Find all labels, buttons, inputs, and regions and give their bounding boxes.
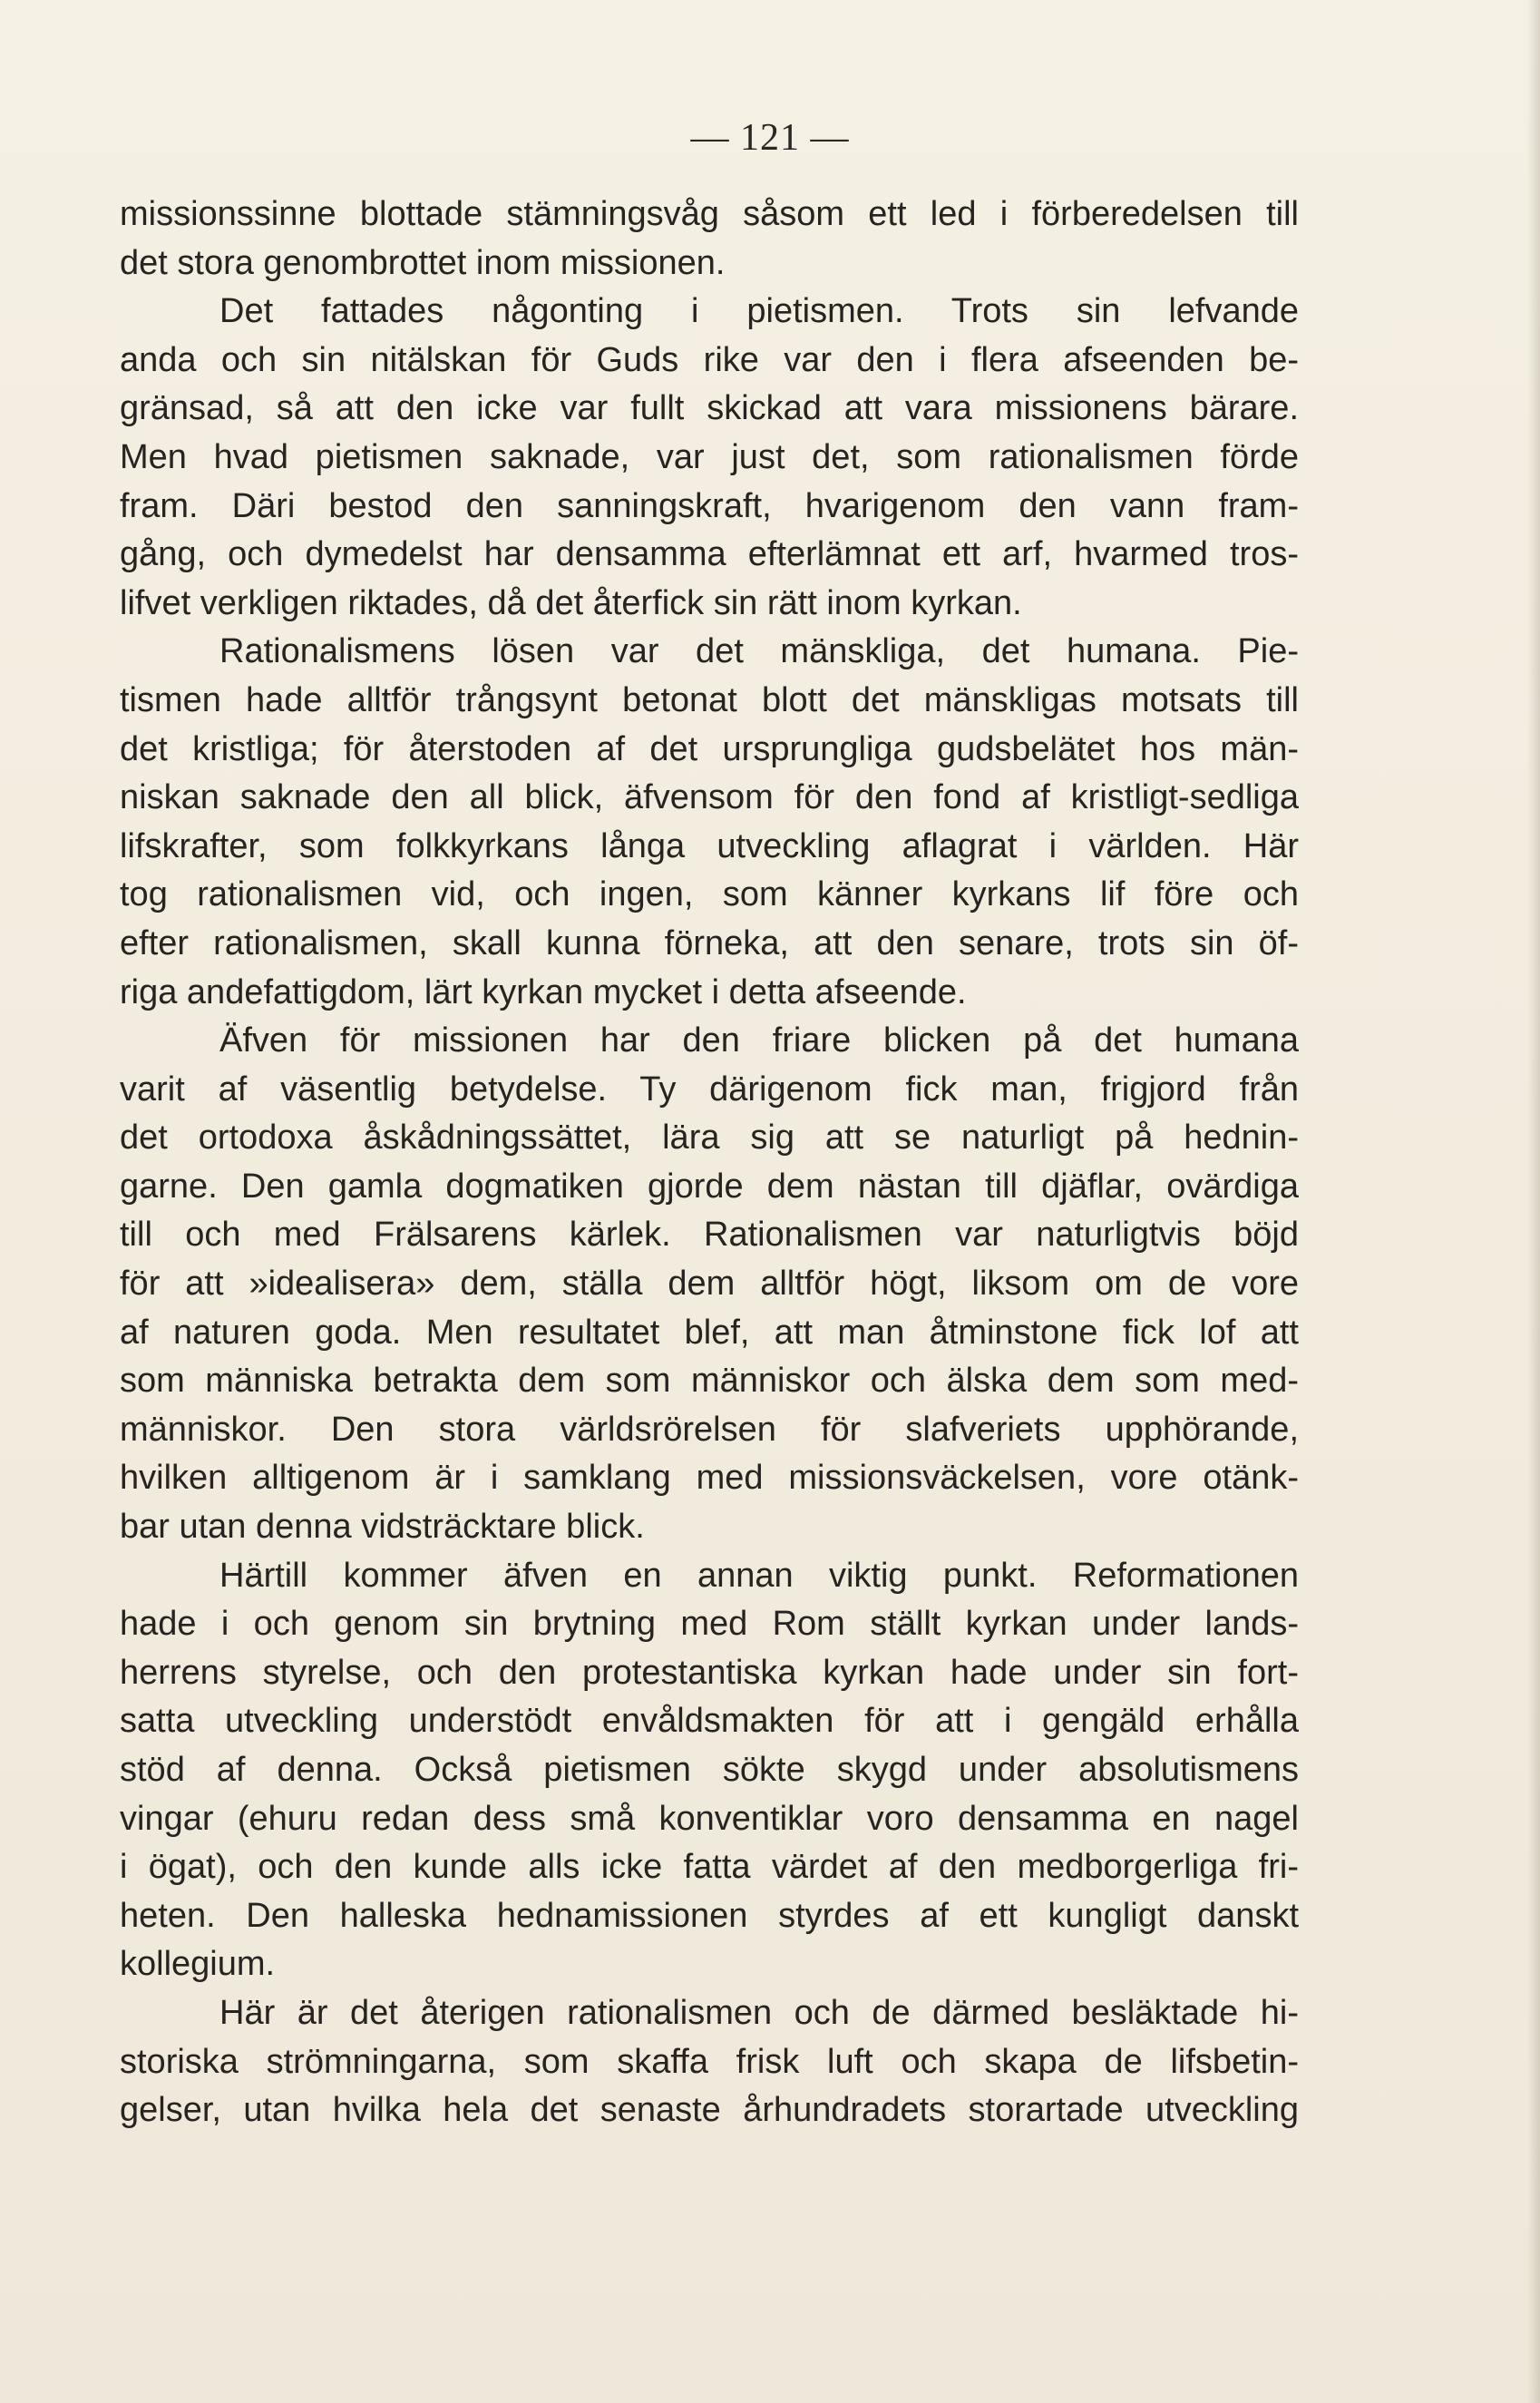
text-line: riga andefattigdom, lärt kyrkan mycket i detta afseende. [120,972,967,1011]
text-line: bar utan denna vidsträcktare blick. [120,1508,645,1547]
text-line: Men hvad pietismen saknade, var just det, som rationalismen förde [120,437,1299,476]
text-line: af naturen goda. Men resultatet blef, att man åtminstone fick lof att [120,1313,1299,1352]
text-line: Härtill kommer äfven en annan viktig punkt. Reformationen [219,1556,1299,1595]
text-line: hade i och genom sin brytning med Rom ställt kyrkan under lands- [120,1605,1299,1644]
text-line: lifvet verkligen riktades, då det återfick sin rätt inom kyrkan. [120,583,1022,622]
text-line: Det fattades någonting i pietismen. Trots sin lefvande [219,292,1299,331]
text-line: tismen hade alltför trångsynt betonat blott det mänskligas motsats till [120,680,1299,719]
text-line: efter rationalismen, skall kunna förneka, att den senare, trots sin öf- [120,923,1299,962]
text-line: kollegium. [120,1945,276,1984]
text-line: som människa betrakta dem som människor och älska dem som med- [120,1362,1299,1401]
text-line: gång, och dymedelst har densamma efterlämnat ett arf, hvarmed tros- [120,535,1299,574]
text-line: hvilken alltigenom är i samklang med missionsväckelsen, vore otänk- [120,1459,1299,1498]
page-edge-shadow [1527,0,1540,2403]
text-line: lifskrafter, som folkkyrkans långa utveckling aflagrat i världen. Här [120,826,1299,865]
text-line: människor. Den stora världsrörelsen för slafveriets upphörande, [120,1410,1299,1449]
text-line: gränsad, så att den icke var fullt skickad att vara missionens bärare. [120,389,1299,428]
text-line: niskan saknade den all blick, äfvensom för den fond af kristligt-sedliga [120,778,1299,817]
text-line: i ögat), och den kunde alls icke fatta värdet af den medborgerliga fri- [120,1848,1299,1887]
body-text [120,190,1299,2135]
text-line: garne. Den gamla dogmatiken gjorde dem nästan till djäflar, ovärdiga [120,1167,1299,1206]
text-line: anda och sin nitälskan för Guds rike var den i flera afseenden be- [120,340,1299,379]
text-line: till och med Frälsarens kärlek. Rationalismen var naturligtvis böjd [120,1216,1299,1255]
text-line: det ortodoxa åskådningssättet, lära sig att se naturligt på hednin- [120,1118,1299,1158]
text-line: satta utveckling understödt envåldsmakten för att i gengäld erhålla [120,1702,1299,1741]
page-number: — 121 — [690,117,850,159]
text-line: gelser, utan hvilka hela det senaste århundradets storartade utveckling [120,2091,1299,2130]
text-line: varit af väsentlig betydelse. Ty därigenom fick man, frigjord från [120,1070,1299,1109]
text-line: för att »idealisera» dem, ställa dem alltför högt, liksom om de vore [120,1265,1299,1304]
text-line: fram. Däri bestod den sanningskraft, hvarigenom den vann fram- [120,486,1299,525]
text-line: det stora genombrottet inom missionen. [120,243,726,282]
text-line: Här är det återigen rationalismen och de därmed besläktade hi- [219,1993,1299,2032]
text-line: Rationalismens lösen var det mänskliga, det humana. Pie- [219,632,1299,671]
text-line: storiska strömningarna, som skaffa frisk luft och skapa de lifsbetin- [120,2042,1299,2081]
text-line: vingar (ehuru redan dess små konventiklar voro densamma en nagel [120,1799,1299,1838]
text-line: missionssinne blottade stämningsvåg såsom ett led i förberedelsen till [120,195,1299,233]
text-line: Äfven för missionen har den friare blicken på det humana [219,1021,1299,1060]
text-line: stöd af denna. Också pietismen sökte skygd under absolutismens [120,1751,1299,1789]
text-line: heten. Den halleska hednamissionen styrdes af ett kungligt danskt [120,1896,1299,1935]
text-line: tog rationalismen vid, och ingen, som känner kyrkans lif före och [120,875,1299,914]
text-line: det kristliga; för återstoden af det ursprungliga gudsbelätet hos män- [120,729,1299,768]
text-line: herrens styrelse, och den protestantiska kyrkan hade under sin fort- [120,1653,1299,1692]
